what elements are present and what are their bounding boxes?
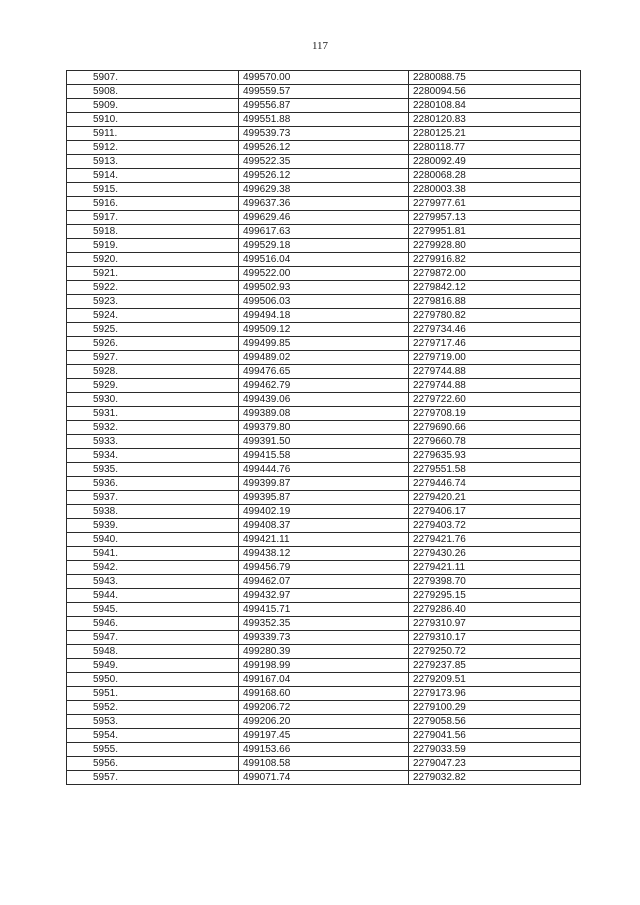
x-coordinate-cell: 499167.04	[239, 673, 409, 687]
table-row	[67, 757, 581, 771]
x-coordinate-cell: 499502.93	[239, 281, 409, 295]
table-row	[67, 771, 581, 785]
table-row	[67, 547, 581, 561]
point-number-cell: 5916.	[67, 197, 239, 211]
point-number-cell: 5928.	[67, 365, 239, 379]
y-coordinate-cell: 2280088.75	[409, 71, 581, 85]
x-coordinate-cell: 499539.73	[239, 127, 409, 141]
y-coordinate-cell: 2279717.46	[409, 337, 581, 351]
y-coordinate-cell: 2279551.58	[409, 463, 581, 477]
table-row	[67, 407, 581, 421]
point-number-cell: 5950.	[67, 673, 239, 687]
x-coordinate-cell: 499516.04	[239, 253, 409, 267]
x-coordinate-cell: 499408.37	[239, 519, 409, 533]
point-number-cell: 5915.	[67, 183, 239, 197]
table-row	[67, 435, 581, 449]
table-row	[67, 743, 581, 757]
x-coordinate-cell: 499529.18	[239, 239, 409, 253]
y-coordinate-cell: 2279957.13	[409, 211, 581, 225]
table-row	[67, 505, 581, 519]
point-number-cell: 5953.	[67, 715, 239, 729]
point-number-cell: 5936.	[67, 477, 239, 491]
table-row	[67, 239, 581, 253]
x-coordinate-cell: 499438.12	[239, 547, 409, 561]
table-row	[67, 631, 581, 645]
table-row	[67, 603, 581, 617]
y-coordinate-cell: 2279977.61	[409, 197, 581, 211]
point-number-cell: 5910.	[67, 113, 239, 127]
x-coordinate-cell: 499462.79	[239, 379, 409, 393]
y-coordinate-cell: 2279237.85	[409, 659, 581, 673]
y-coordinate-cell: 2280094.56	[409, 85, 581, 99]
y-coordinate-cell: 2279816.88	[409, 295, 581, 309]
x-coordinate-cell: 499415.58	[239, 449, 409, 463]
x-coordinate-cell: 499444.76	[239, 463, 409, 477]
table-row	[67, 379, 581, 393]
point-number-cell: 5949.	[67, 659, 239, 673]
point-number-cell: 5937.	[67, 491, 239, 505]
x-coordinate-cell: 499556.87	[239, 99, 409, 113]
table-row	[67, 659, 581, 673]
y-coordinate-cell: 2279660.78	[409, 435, 581, 449]
point-number-cell: 5948.	[67, 645, 239, 659]
table-row	[67, 365, 581, 379]
table-row	[67, 295, 581, 309]
point-number-cell: 5923.	[67, 295, 239, 309]
x-coordinate-cell: 499494.18	[239, 309, 409, 323]
y-coordinate-cell: 2279744.88	[409, 365, 581, 379]
x-coordinate-cell: 499499.85	[239, 337, 409, 351]
table-row	[67, 267, 581, 281]
point-number-cell: 5924.	[67, 309, 239, 323]
table-row	[67, 533, 581, 547]
y-coordinate-cell: 2279403.72	[409, 519, 581, 533]
table-row	[67, 169, 581, 183]
x-coordinate-cell: 499379.80	[239, 421, 409, 435]
y-coordinate-cell: 2279430.26	[409, 547, 581, 561]
y-coordinate-cell: 2279635.93	[409, 449, 581, 463]
point-number-cell: 5956.	[67, 757, 239, 771]
point-number-cell: 5907.	[67, 71, 239, 85]
y-coordinate-cell: 2279780.82	[409, 309, 581, 323]
y-coordinate-cell: 2280120.83	[409, 113, 581, 127]
table-row	[67, 491, 581, 505]
x-coordinate-cell: 499522.00	[239, 267, 409, 281]
x-coordinate-cell: 499526.12	[239, 169, 409, 183]
y-coordinate-cell: 2279842.12	[409, 281, 581, 295]
y-coordinate-cell: 2279421.76	[409, 533, 581, 547]
x-coordinate-cell: 499462.07	[239, 575, 409, 589]
table-row	[67, 71, 581, 85]
y-coordinate-cell: 2279041.56	[409, 729, 581, 743]
y-coordinate-cell: 2279250.72	[409, 645, 581, 659]
table-row	[67, 589, 581, 603]
y-coordinate-cell: 2279421.11	[409, 561, 581, 575]
x-coordinate-cell: 499526.12	[239, 141, 409, 155]
x-coordinate-cell: 499395.87	[239, 491, 409, 505]
y-coordinate-cell: 2279722.60	[409, 393, 581, 407]
y-coordinate-cell: 2280108.84	[409, 99, 581, 113]
x-coordinate-cell: 499280.39	[239, 645, 409, 659]
table-row	[67, 85, 581, 99]
x-coordinate-cell: 499206.72	[239, 701, 409, 715]
y-coordinate-cell: 2279310.97	[409, 617, 581, 631]
x-coordinate-cell: 499198.99	[239, 659, 409, 673]
point-number-cell: 5942.	[67, 561, 239, 575]
table-row	[67, 155, 581, 169]
y-coordinate-cell: 2279286.40	[409, 603, 581, 617]
point-number-cell: 5931.	[67, 407, 239, 421]
y-coordinate-cell: 2279872.00	[409, 267, 581, 281]
x-coordinate-cell: 499509.12	[239, 323, 409, 337]
point-number-cell: 5938.	[67, 505, 239, 519]
point-number-cell: 5947.	[67, 631, 239, 645]
x-coordinate-cell: 499153.66	[239, 743, 409, 757]
table-row	[67, 211, 581, 225]
table-row	[67, 575, 581, 589]
x-coordinate-cell: 499637.36	[239, 197, 409, 211]
y-coordinate-cell: 2280125.21	[409, 127, 581, 141]
point-number-cell: 5945.	[67, 603, 239, 617]
table-row	[67, 645, 581, 659]
x-coordinate-cell: 499206.20	[239, 715, 409, 729]
point-number-cell: 5929.	[67, 379, 239, 393]
table-row	[67, 463, 581, 477]
point-number-cell: 5935.	[67, 463, 239, 477]
y-coordinate-cell: 2280003.38	[409, 183, 581, 197]
x-coordinate-cell: 499617.63	[239, 225, 409, 239]
point-number-cell: 5944.	[67, 589, 239, 603]
y-coordinate-cell: 2279209.51	[409, 673, 581, 687]
point-number-cell: 5951.	[67, 687, 239, 701]
x-coordinate-cell: 499570.00	[239, 71, 409, 85]
x-coordinate-cell: 499432.97	[239, 589, 409, 603]
point-number-cell: 5917.	[67, 211, 239, 225]
point-number-cell: 5946.	[67, 617, 239, 631]
point-number-cell: 5930.	[67, 393, 239, 407]
table-row	[67, 673, 581, 687]
point-number-cell: 5939.	[67, 519, 239, 533]
x-coordinate-cell: 499415.71	[239, 603, 409, 617]
point-number-cell: 5913.	[67, 155, 239, 169]
table-row	[67, 323, 581, 337]
table-row	[67, 337, 581, 351]
x-coordinate-cell: 499352.35	[239, 617, 409, 631]
table-row	[67, 281, 581, 295]
table-row	[67, 113, 581, 127]
table-row	[67, 127, 581, 141]
point-number-cell: 5926.	[67, 337, 239, 351]
y-coordinate-cell: 2279310.17	[409, 631, 581, 645]
table-row	[67, 309, 581, 323]
x-coordinate-cell: 499399.87	[239, 477, 409, 491]
y-coordinate-cell: 2280068.28	[409, 169, 581, 183]
x-coordinate-cell: 499439.06	[239, 393, 409, 407]
x-coordinate-cell: 499629.38	[239, 183, 409, 197]
point-number-cell: 5914.	[67, 169, 239, 183]
table-row	[67, 617, 581, 631]
table-row	[67, 561, 581, 575]
table-row	[67, 715, 581, 729]
point-number-cell: 5919.	[67, 239, 239, 253]
x-coordinate-cell: 499339.73	[239, 631, 409, 645]
x-coordinate-cell: 499456.79	[239, 561, 409, 575]
point-number-cell: 5952.	[67, 701, 239, 715]
y-coordinate-cell: 2279058.56	[409, 715, 581, 729]
y-coordinate-cell: 2279719.00	[409, 351, 581, 365]
point-number-cell: 5911.	[67, 127, 239, 141]
point-number-cell: 5922.	[67, 281, 239, 295]
point-number-cell: 5943.	[67, 575, 239, 589]
point-number-cell: 5933.	[67, 435, 239, 449]
table-row	[67, 141, 581, 155]
x-coordinate-cell: 499168.60	[239, 687, 409, 701]
table-row	[67, 99, 581, 113]
point-number-cell: 5918.	[67, 225, 239, 239]
point-number-cell: 5934.	[67, 449, 239, 463]
y-coordinate-cell: 2279295.15	[409, 589, 581, 603]
point-number-cell: 5920.	[67, 253, 239, 267]
point-number-cell: 5908.	[67, 85, 239, 99]
table-row	[67, 687, 581, 701]
y-coordinate-cell: 2279033.59	[409, 743, 581, 757]
x-coordinate-cell: 499071.74	[239, 771, 409, 785]
table-row	[67, 449, 581, 463]
x-coordinate-cell: 499506.03	[239, 295, 409, 309]
y-coordinate-cell: 2279100.29	[409, 701, 581, 715]
table-row	[67, 225, 581, 239]
y-coordinate-cell: 2279951.81	[409, 225, 581, 239]
table-row	[67, 421, 581, 435]
x-coordinate-cell: 499108.58	[239, 757, 409, 771]
y-coordinate-cell: 2279398.70	[409, 575, 581, 589]
y-coordinate-cell: 2280118.77	[409, 141, 581, 155]
y-coordinate-cell: 2279744.88	[409, 379, 581, 393]
y-coordinate-cell: 2279928.80	[409, 239, 581, 253]
point-number-cell: 5940.	[67, 533, 239, 547]
point-number-cell: 5921.	[67, 267, 239, 281]
table-row	[67, 519, 581, 533]
table-row	[67, 393, 581, 407]
table-row	[67, 183, 581, 197]
y-coordinate-cell: 2279032.82	[409, 771, 581, 785]
point-number-cell: 5912.	[67, 141, 239, 155]
table-row	[67, 477, 581, 491]
y-coordinate-cell: 2279690.66	[409, 421, 581, 435]
y-coordinate-cell: 2279734.46	[409, 323, 581, 337]
y-coordinate-cell: 2279406.17	[409, 505, 581, 519]
x-coordinate-cell: 499489.02	[239, 351, 409, 365]
point-number-cell: 5957.	[67, 771, 239, 785]
y-coordinate-cell: 2279446.74	[409, 477, 581, 491]
x-coordinate-cell: 499559.57	[239, 85, 409, 99]
table-row	[67, 729, 581, 743]
y-coordinate-cell: 2279420.21	[409, 491, 581, 505]
x-coordinate-cell: 499391.50	[239, 435, 409, 449]
y-coordinate-cell: 2279916.82	[409, 253, 581, 267]
x-coordinate-cell: 499389.08	[239, 407, 409, 421]
page-number: 117	[311, 40, 329, 52]
y-coordinate-cell: 2279708.19	[409, 407, 581, 421]
y-coordinate-cell: 2279047.23	[409, 757, 581, 771]
y-coordinate-cell: 2280092.49	[409, 155, 581, 169]
x-coordinate-cell: 499421.11	[239, 533, 409, 547]
x-coordinate-cell: 499522.35	[239, 155, 409, 169]
point-number-cell: 5932.	[67, 421, 239, 435]
x-coordinate-cell: 499402.19	[239, 505, 409, 519]
y-coordinate-cell: 2279173.96	[409, 687, 581, 701]
point-number-cell: 5954.	[67, 729, 239, 743]
coordinates-table	[66, 70, 581, 785]
point-number-cell: 5909.	[67, 99, 239, 113]
table-row	[67, 351, 581, 365]
point-number-cell: 5927.	[67, 351, 239, 365]
table-row	[67, 701, 581, 715]
x-coordinate-cell: 499551.88	[239, 113, 409, 127]
table-row	[67, 253, 581, 267]
x-coordinate-cell: 499476.65	[239, 365, 409, 379]
point-number-cell: 5941.	[67, 547, 239, 561]
coordinates-table-body	[67, 71, 581, 785]
x-coordinate-cell: 499197.45	[239, 729, 409, 743]
table-row	[67, 197, 581, 211]
point-number-cell: 5955.	[67, 743, 239, 757]
x-coordinate-cell: 499629.46	[239, 211, 409, 225]
point-number-cell: 5925.	[67, 323, 239, 337]
